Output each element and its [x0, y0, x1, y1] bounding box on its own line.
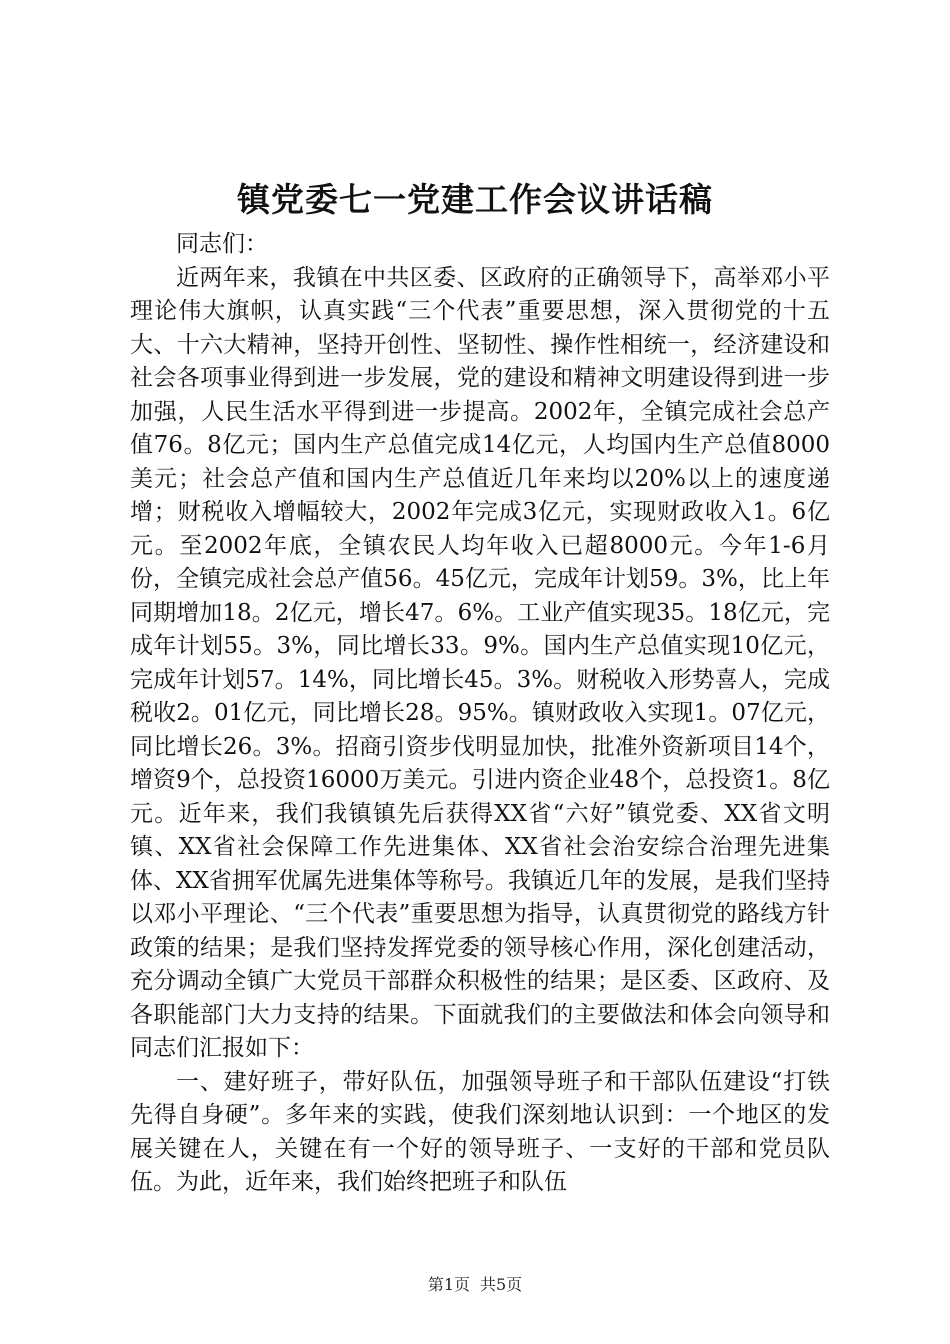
body-paragraph: 一、建好班子，带好队伍，加强领导班子和干部队伍建设“打铁先得自身硬”。多年来的实践，使我们深刻地认识到：一个地区的发展关键在人，关键在有一个好的领导班子、一支好的干部和党员队伍。为此，近年来，我们始终把班子和队伍 — [130, 1068, 830, 1195]
page-total: 共5页 — [480, 1275, 523, 1294]
page-footer — [0, 1275, 950, 1295]
page-number: 第1页 — [427, 1275, 470, 1294]
document-body — [130, 228, 830, 1200]
salutation-paragraph: 同志们： — [176, 231, 268, 257]
document-title: 镇党委七一党建工作会议讲话稿 — [237, 180, 713, 219]
body-paragraph: 近两年来，我镇在中共区委、区政府的正确领导下，高举邓小平理论伟大旗帜，认真实践“三个代表”重要思想，深入贯彻党的十五大、十六大精神，坚持开创性、坚韧性、操作性相统一，经济建设和社会各项事业得到进一步发展，党的建设和精神文明建设得到进一步加强，人民生活水平得到进一步提高。2002年，全镇完成社会总产值76。8亿元；国内生产总值完成14亿元，人均国内生产总值8000美元；社会总产值和国内生产总值近几年来均以20%以上的速度递增；财税收入增幅较大，2002年完成3亿元，实现财政收入1。6亿元。至2002年底，全镇农民人均年收入已超8000元。今年1-6月份，全镇完成社会总产值56。45亿元，完成年计划59。3%，比上年同期增加18。2亿元，增长47。6%。工业产值实现35。18亿元，完成年计划55。3%，同比增长33。9%。国内生产总值实现10亿元，完成年计划57。14%，同比增长45。3%。财税收入形势喜人，完成税收2。01亿元，同比增长28。95%。镇财政收入实现1。07亿元，同比增长26。3%。招商引资步伐明显加快，批准外资新项目14个，增资9个，总投资16000万美元。引进内资企业48个，总投资1。8亿元。近年来，我们我镇镇先后获得XX省“六好”镇党委、XX省文明镇、XX省社会保障工作先进集体、XX省社会治安综合治理先进集体、XX省拥军优属先进集体等称号。我镇近几年的发展，是我们坚持以邓小平理论、“三个代表”重要思想为指导，认真贯彻党的路线方针政策的结果；是我们坚持发挥党委的领导核心作用，深化创建活动，充分调动全镇广大党员干部群众积极性的结果；是区委、区政府、及各职能部门大力支持的结果。下面就我们的主要做法和体会向领导和同志们汇报如下： — [130, 264, 830, 1061]
